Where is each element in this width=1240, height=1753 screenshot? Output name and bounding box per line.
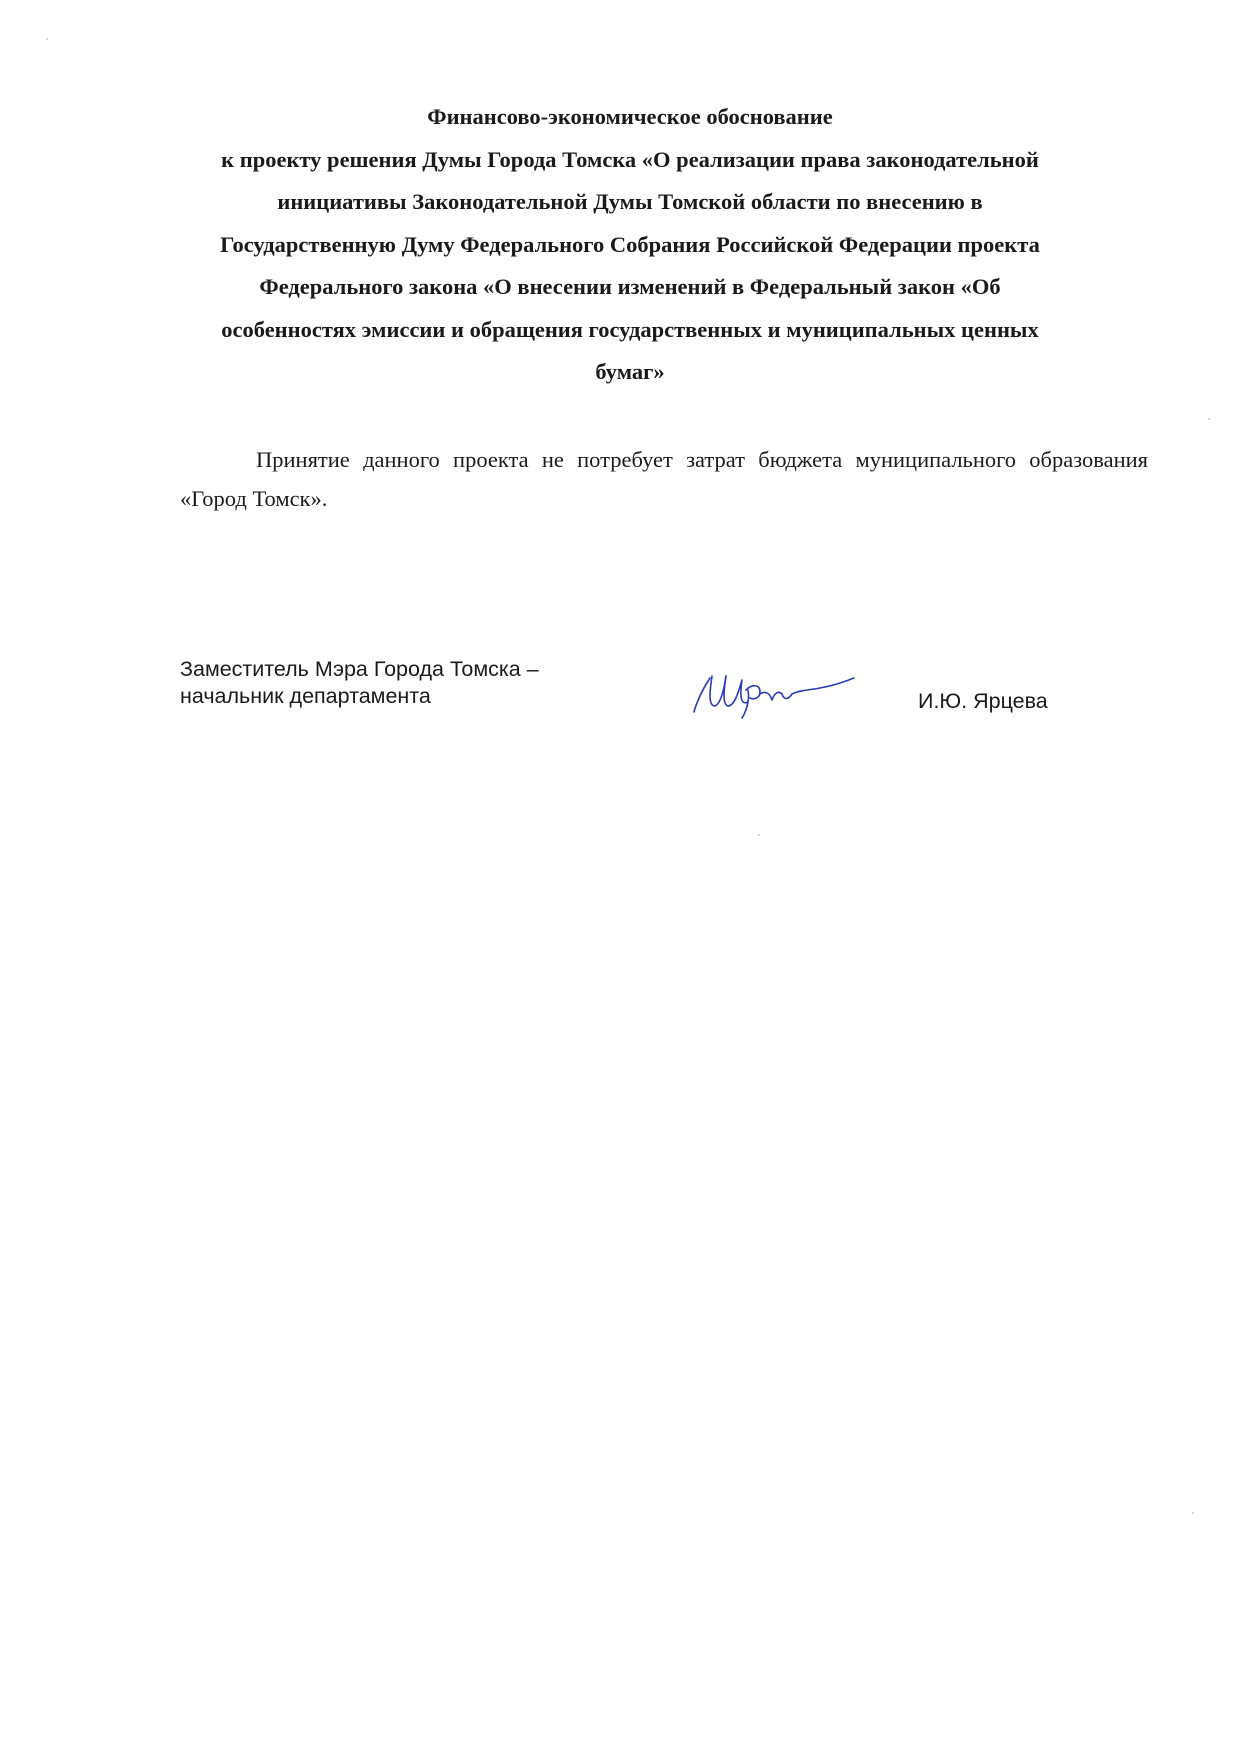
signer-position [180, 656, 539, 710]
signer-name: И.Ю. Ярцева [918, 689, 1048, 713]
handwritten-signature [688, 660, 868, 720]
body-paragraph: Принятие данного проекта не потребует затрат бюджета муниципального образования «Город Томск». [180, 447, 1148, 511]
title-line: особенностях эмиссии и обращения государственных и муниципальных ценных [221, 316, 1039, 342]
signer-position-line: начальник департамента [180, 684, 431, 708]
scan-speck [1192, 1512, 1194, 1514]
title-line: к проекту решения Думы Города Томска «О реализации права законодательной [221, 146, 1039, 172]
signer-position-line: Заместитель Мэра Города Томска – [180, 657, 539, 681]
document-title [180, 96, 1080, 394]
title-line: Федерального закона «О внесении изменений в Федеральный закон «Об [259, 274, 1001, 299]
title-line: Финансово-экономическое обоснование [427, 104, 833, 129]
title-line: инициативы Законодательной Думы Томской области по внесению в [277, 189, 983, 214]
scan-speck [46, 38, 48, 40]
scan-speck [1208, 418, 1210, 420]
title-line: бумаг» [595, 359, 665, 384]
title-line: Государственную Думу Федерального Собрания Российской Федерации проекта [220, 231, 1040, 257]
scan-speck [758, 834, 760, 836]
